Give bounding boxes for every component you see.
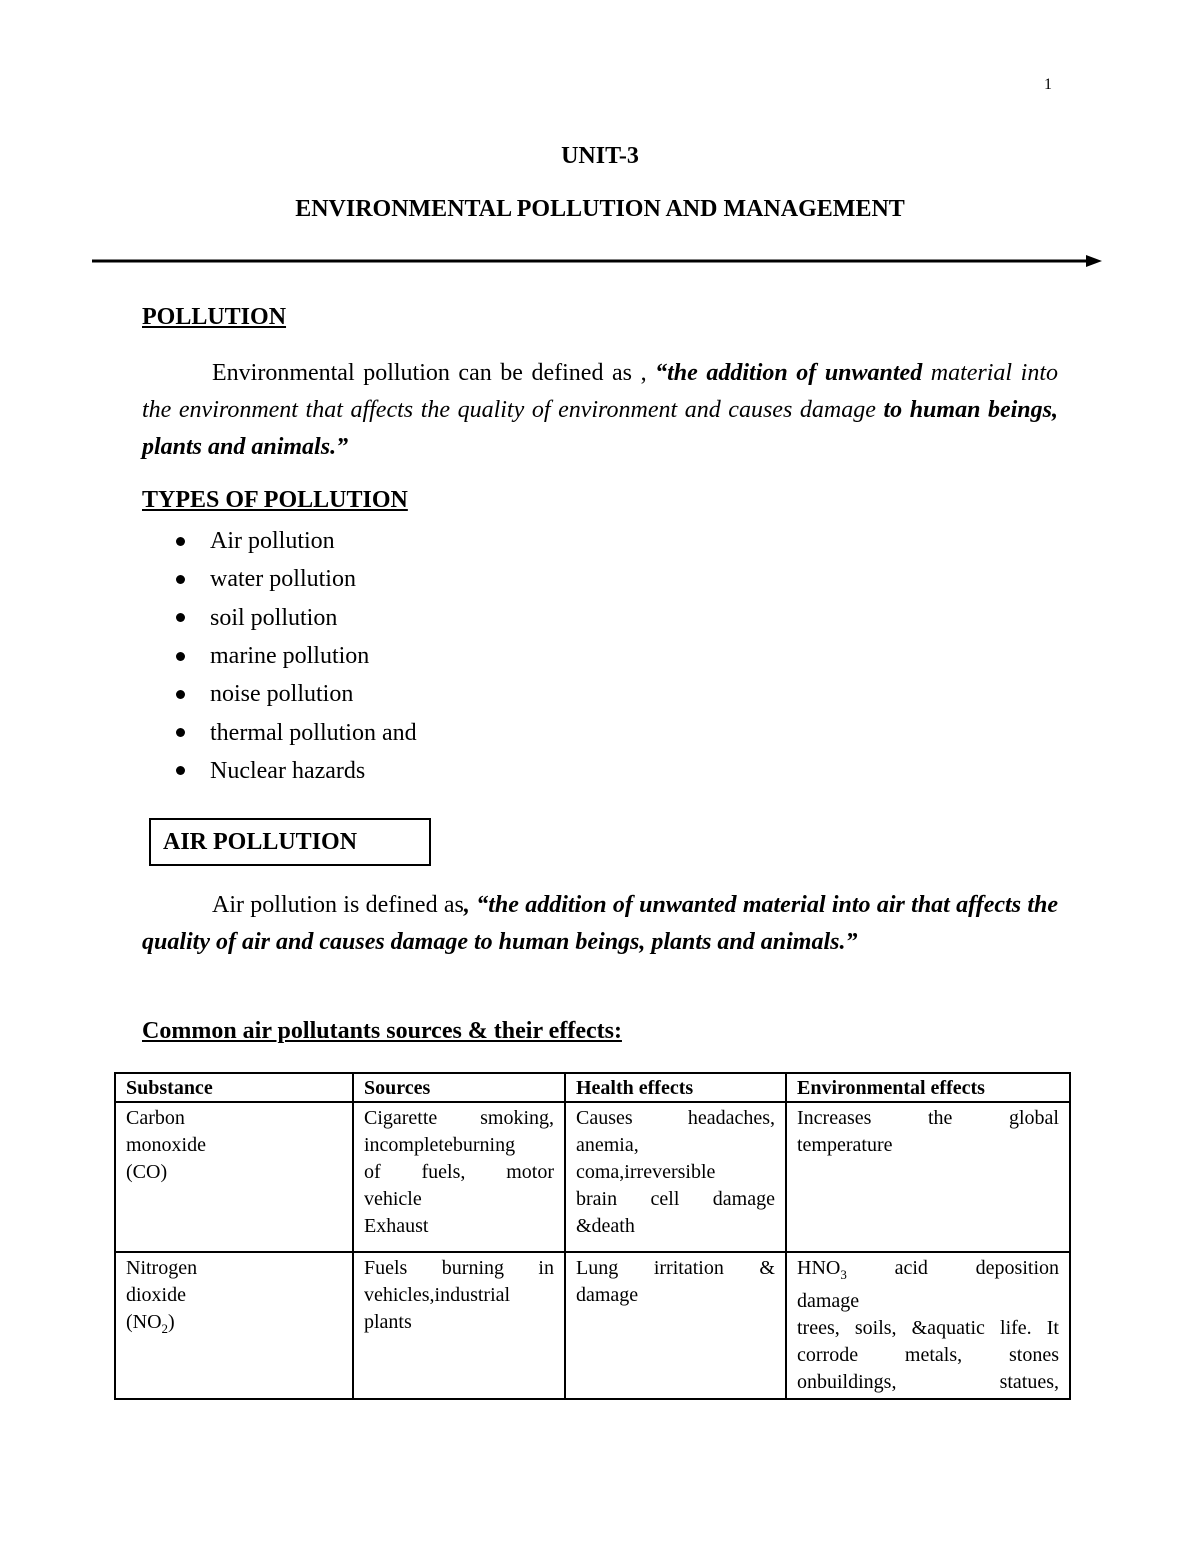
column-header-health: Health effects xyxy=(565,1073,786,1102)
bullet-icon xyxy=(176,690,185,699)
document-title: ENVIRONMENTAL POLLUTION AND MANAGEMENT xyxy=(295,196,905,222)
pollution-types-list xyxy=(170,522,417,790)
pollution-definition-c: to human beings, plants and animals.” xyxy=(142,397,1058,460)
types-heading: TYPES OF POLLUTION xyxy=(142,487,408,513)
pollution-definition-a: “the addition of unwanted xyxy=(655,360,923,386)
page-number: 1 xyxy=(1044,76,1052,93)
air-definition-a: , “the addition of unwanted material into air that xyxy=(463,892,950,918)
list-item: Nuclear hazards xyxy=(170,752,417,790)
table-row xyxy=(115,1252,1070,1399)
cell-sources: Fuels burning in vehicles,industrial plants xyxy=(353,1252,565,1399)
pollutants-table xyxy=(114,1072,1071,1400)
bullet-icon xyxy=(176,575,185,584)
bullet-icon xyxy=(176,728,185,737)
title-arrow-rule xyxy=(92,250,1102,270)
list-item: marine pollution xyxy=(170,637,417,675)
list-item: noise pollution xyxy=(170,675,417,713)
list-item: water pollution xyxy=(170,560,417,598)
table-caption: Common air pollutants sources & their effects: xyxy=(142,1018,622,1044)
cell-environment: Increases the global temperature xyxy=(786,1102,1070,1252)
pollution-intro: Environmental pollution can be defined as , xyxy=(212,360,647,386)
pollution-definition xyxy=(142,355,1058,466)
unit-title: UNIT-3 xyxy=(561,143,639,169)
bullet-icon xyxy=(176,537,185,546)
table-header-row xyxy=(115,1073,1070,1102)
cell-environment: $HNO_3$ acid deposition damage trees, soils, &aquatic life. It corrode metals, stones onbuildings, statues, xyxy=(786,1252,1070,1399)
air-pollution-heading: AIR POLLUTION xyxy=(149,818,431,866)
bullet-icon xyxy=(176,766,185,775)
pollution-definition-b: material into the environment that affects the quality of environment and causes damage xyxy=(142,360,1058,423)
column-header-sources: Sources xyxy=(353,1073,565,1102)
column-header-substance: Substance xyxy=(115,1073,353,1102)
cell-substance: Nitrogen dioxide $(NO_2)$ xyxy=(115,1252,353,1399)
list-item: thermal pollution and xyxy=(170,713,417,751)
cell-health: Lung irritation & damage xyxy=(565,1252,786,1399)
bullet-icon xyxy=(176,652,185,661)
table-row xyxy=(115,1102,1070,1252)
pollution-heading: POLLUTION xyxy=(142,304,287,330)
cell-health: Causes headaches, anemia, coma,irreversible brain cell damage &death xyxy=(565,1102,786,1252)
cell-substance: Carbon monoxide (CO) xyxy=(115,1102,353,1252)
list-item: Air pollution xyxy=(170,522,417,560)
air-pollution-intro: Air pollution is defined as xyxy=(212,892,464,918)
cell-sources: Cigarette smoking, incompleteburning of fuels, motor vehicle Exhaust xyxy=(353,1102,565,1252)
bullet-icon xyxy=(176,613,185,622)
air-pollution-definition xyxy=(142,887,1058,961)
list-item: soil pollution xyxy=(170,599,417,637)
air-definition-b: affects the quality of air and causes damage to human beings, plants and animals.” xyxy=(142,892,1059,955)
column-header-environment: Environmental effects xyxy=(786,1073,1070,1102)
